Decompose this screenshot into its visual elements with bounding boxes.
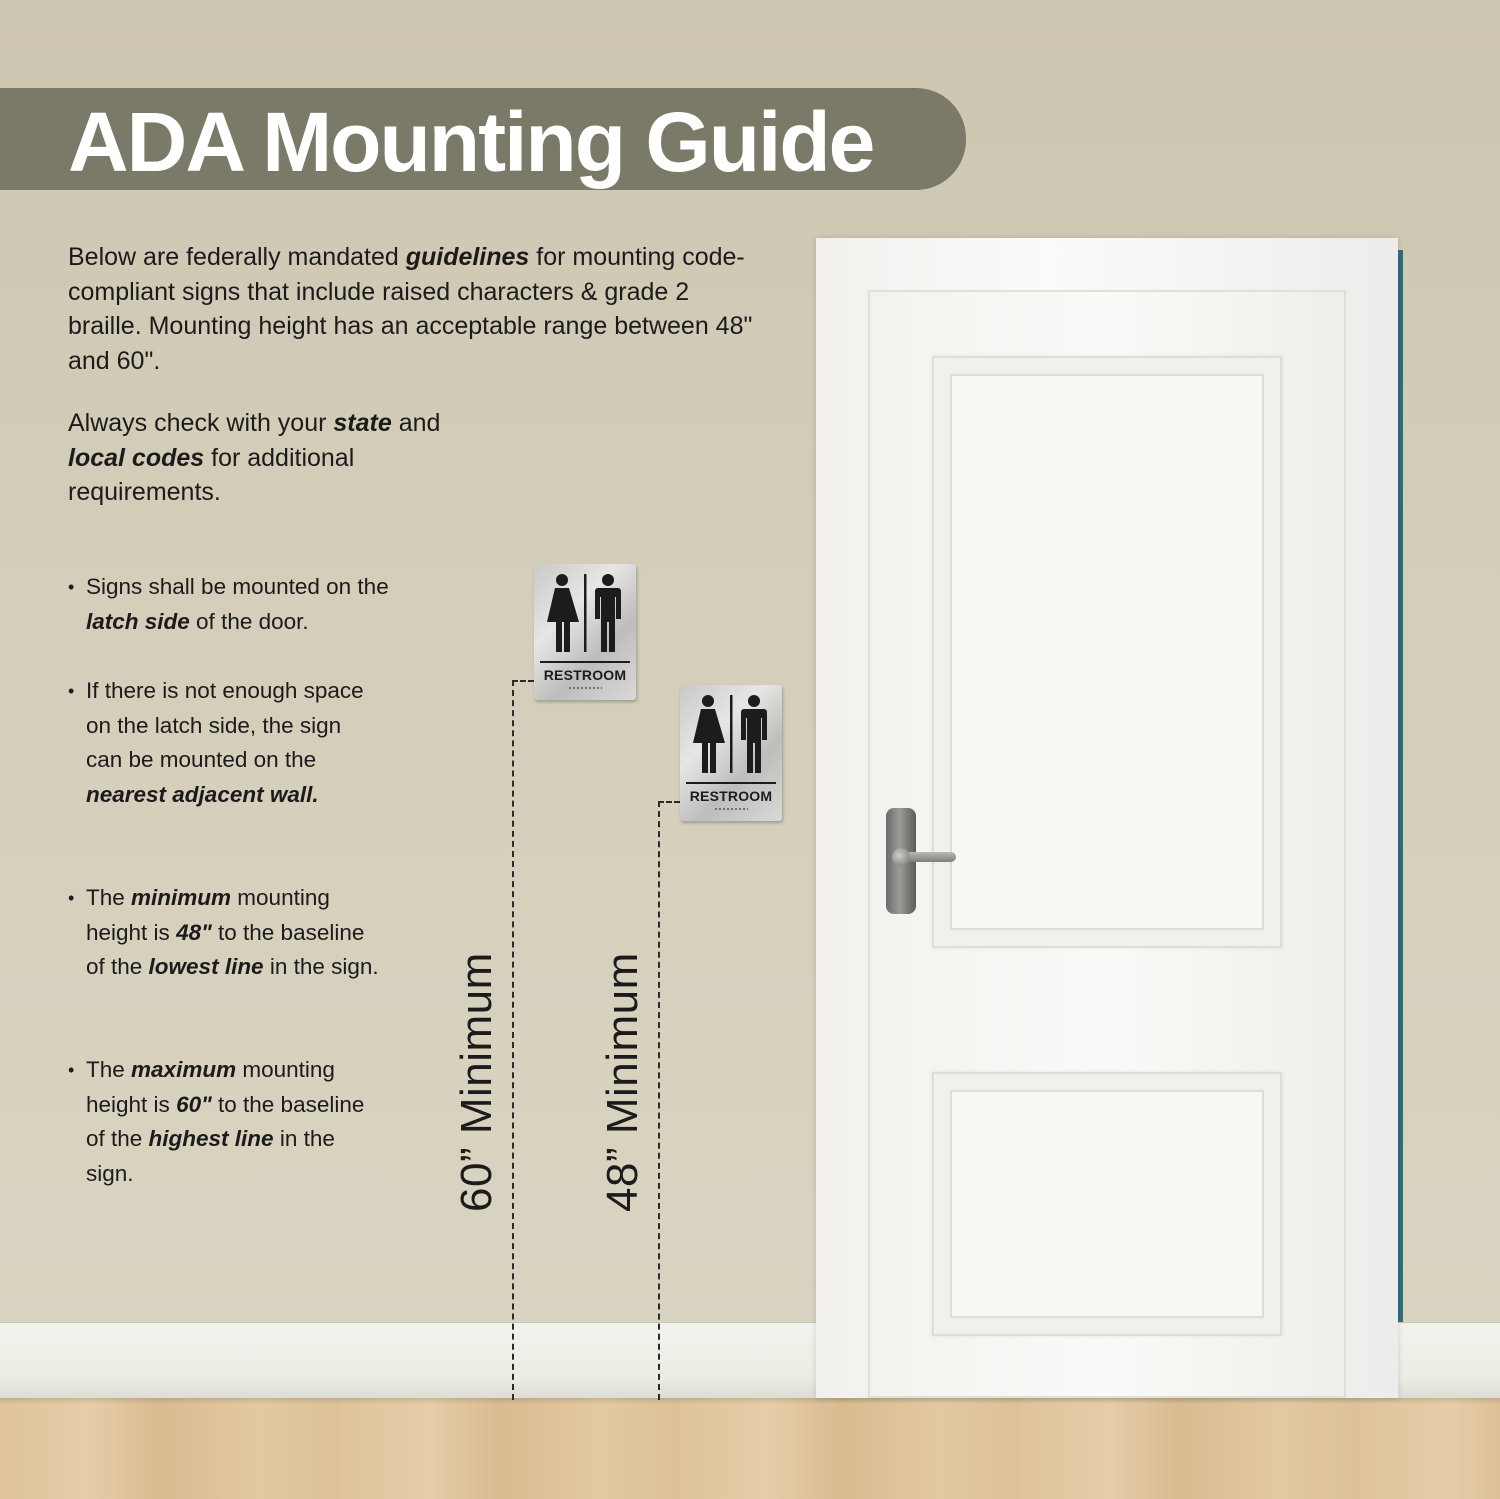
intro-text: Below are federally mandated guidelines for mounting code-compliant signs that include raised characters & grade 2 braille. Mounting height has an acceptable range between 48" and 60". bbox=[68, 243, 753, 375]
dimension-tick-48 bbox=[658, 801, 680, 803]
dimension-tick-60 bbox=[512, 680, 534, 682]
sign-label: RESTROOM bbox=[689, 788, 773, 804]
restroom-sign-low bbox=[680, 685, 782, 821]
restroom-pictogram bbox=[540, 570, 630, 660]
dimension-label-60: 60” Minimum bbox=[452, 952, 501, 1212]
divider bbox=[584, 574, 587, 652]
floor bbox=[0, 1398, 1500, 1499]
bullet-maximum-height: • The maximum mounting height is 60" to the baseline of the highest line in the sign. bbox=[86, 1053, 376, 1191]
page-title: ADA Mounting Guide bbox=[68, 95, 874, 189]
divider bbox=[730, 695, 733, 773]
bullet-latch-side: • Signs shall be mounted on the latch side of the door. bbox=[86, 570, 406, 639]
braille-dots bbox=[568, 686, 602, 690]
braille-dots bbox=[714, 807, 748, 811]
dimension-line-48 bbox=[658, 801, 660, 1400]
dimension-line-60 bbox=[512, 680, 514, 1400]
man-icon bbox=[595, 574, 621, 652]
door-panel-bottom bbox=[932, 1072, 1282, 1336]
sign-rule bbox=[540, 661, 630, 663]
man-icon bbox=[741, 695, 767, 773]
woman-icon bbox=[693, 695, 725, 773]
bullet-minimum-height: • The minimum mounting height is 48" to the baseline of the lowest line in the sign. bbox=[86, 881, 386, 985]
woman-icon bbox=[547, 574, 579, 652]
sign-label: RESTROOM bbox=[543, 667, 627, 683]
door-handle-rose bbox=[892, 848, 910, 866]
restroom-sign-high bbox=[534, 564, 636, 700]
codes-note: Always check with your state and local codes for additional requirements. bbox=[68, 409, 441, 506]
sign-rule bbox=[686, 782, 776, 784]
bullet-adjacent-wall: • If there is not enough space on the latch side, the sign can be mounted on the nearest adjacent wall. bbox=[86, 674, 376, 812]
dimension-label-48: 48” Minimum bbox=[598, 952, 647, 1212]
restroom-pictogram bbox=[686, 691, 776, 781]
door-panel-top bbox=[932, 356, 1282, 948]
